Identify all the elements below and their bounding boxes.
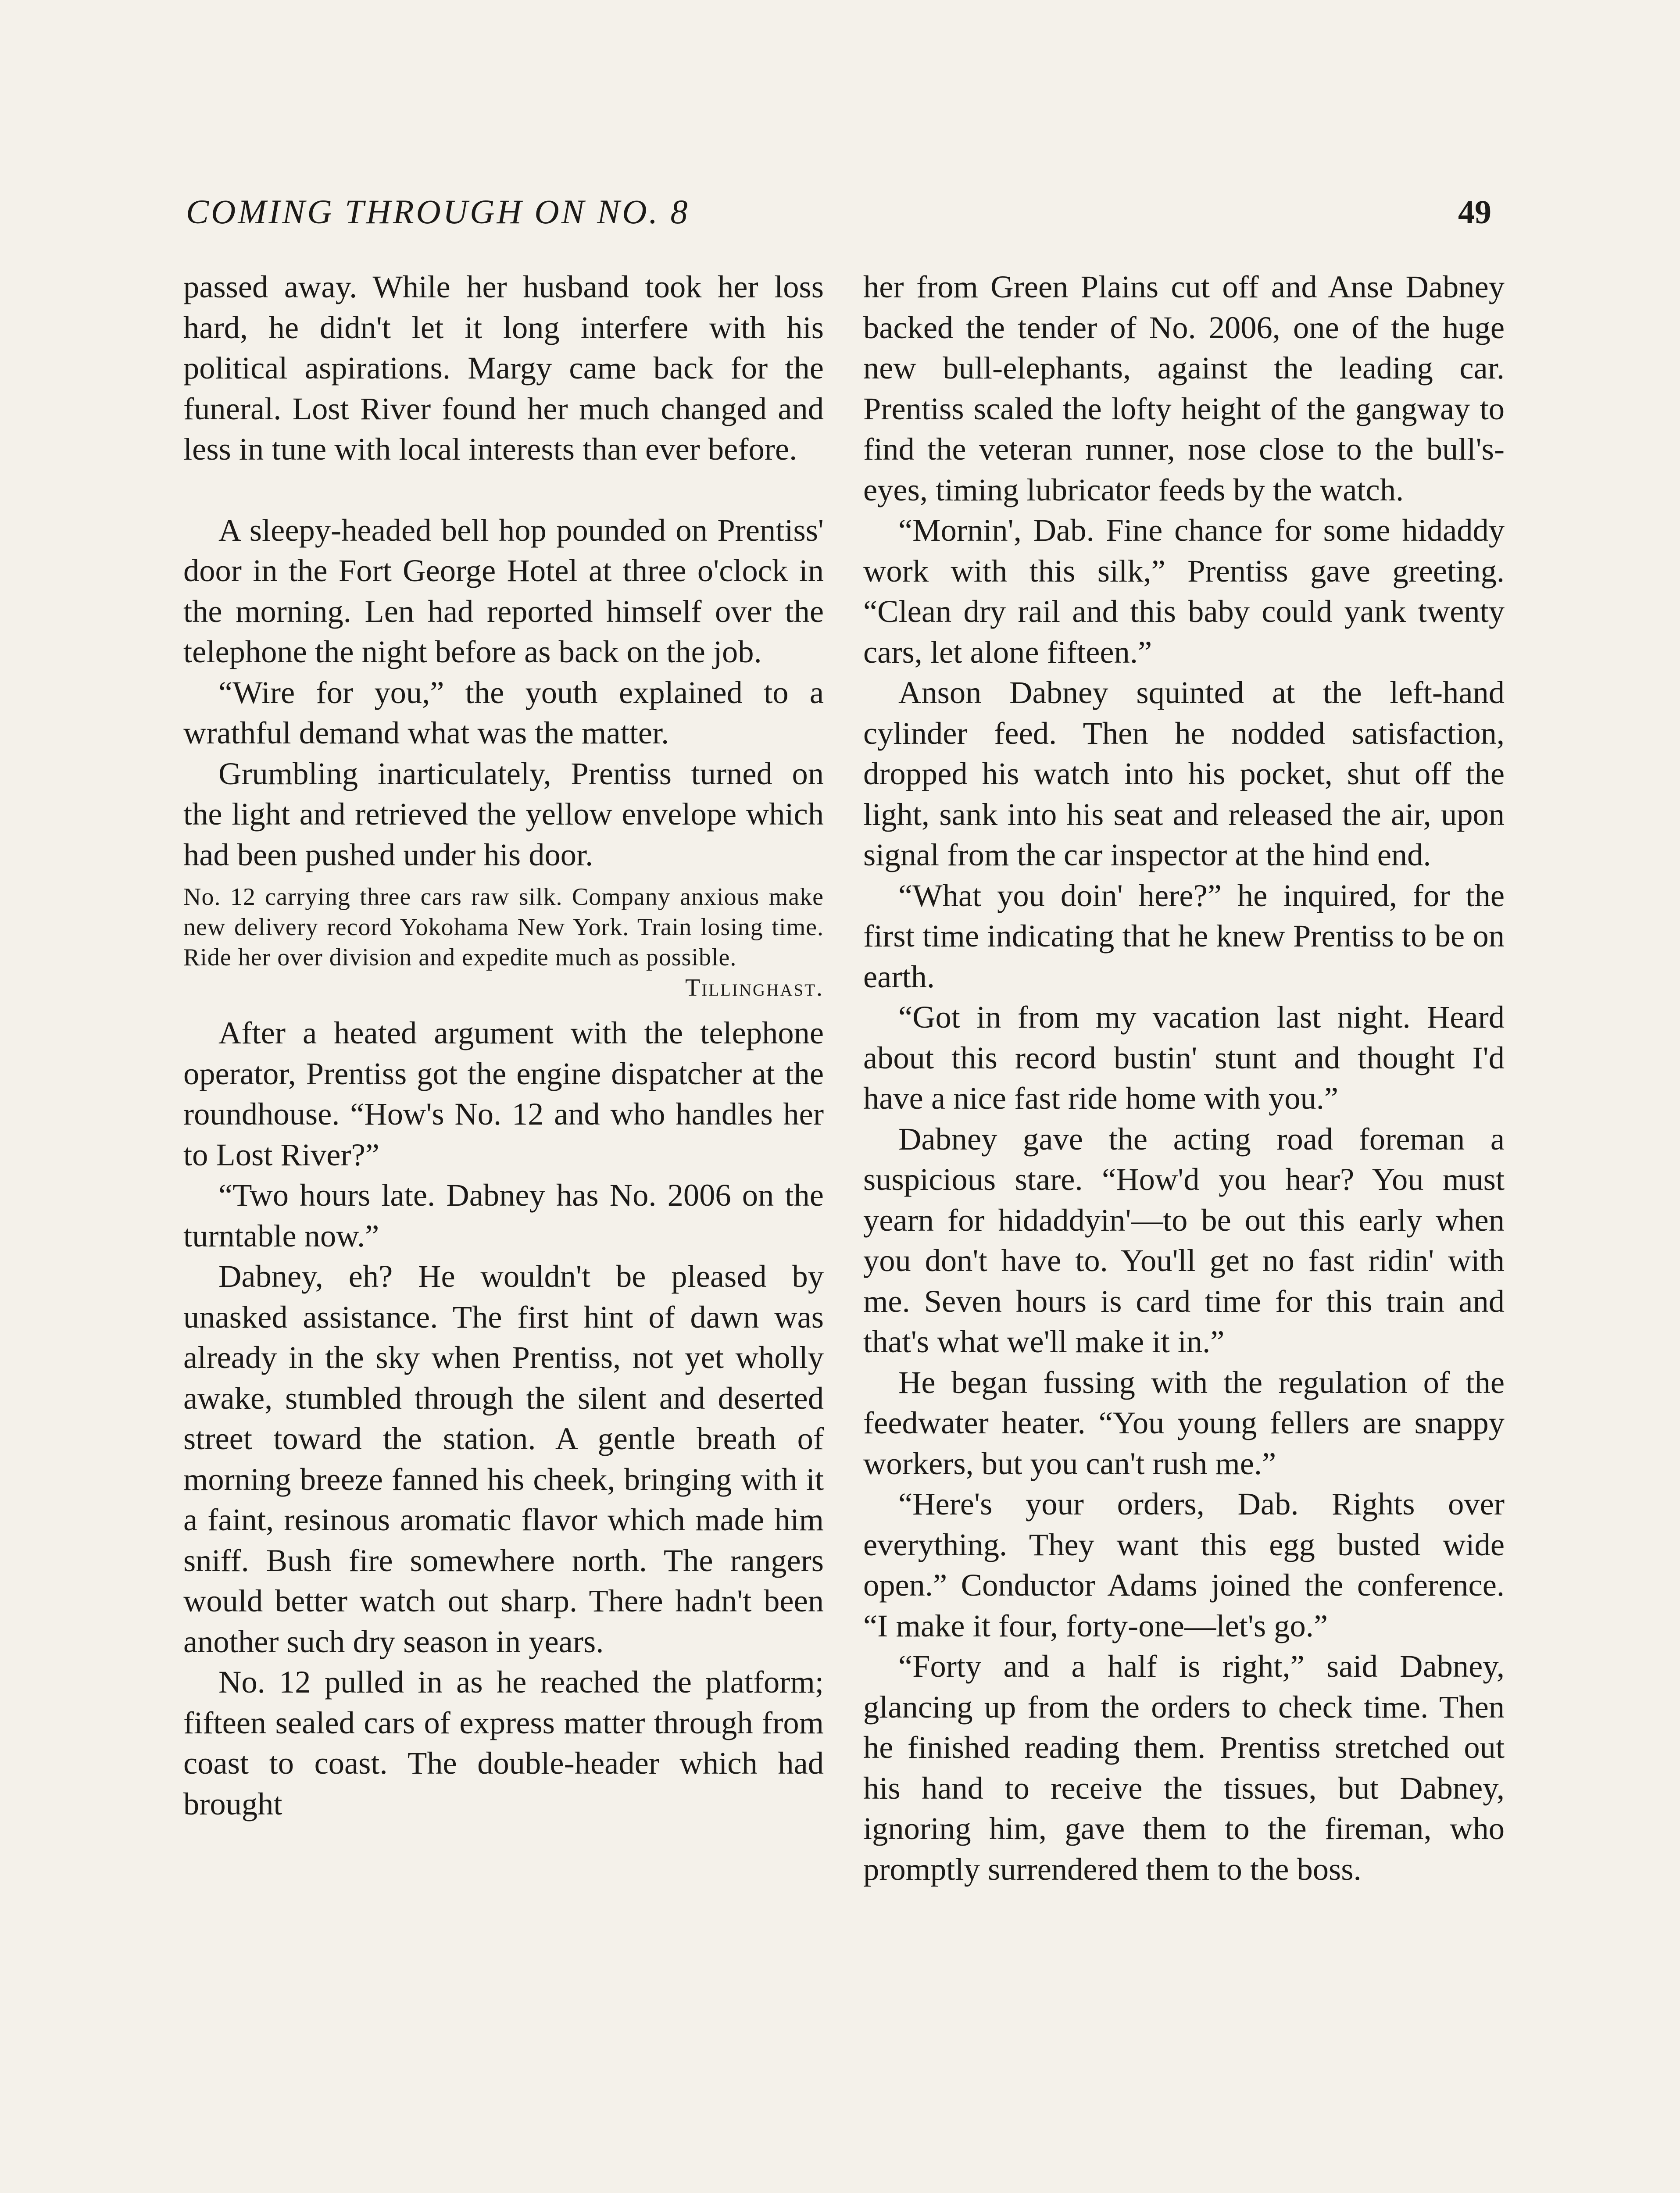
telegram-text: No. 12 carrying three cars raw silk. Company anxious make new delivery record Yokohama New York. Train losing time. Ride her over division and expedite much as possible. bbox=[183, 883, 824, 971]
paragraph: her from Green Plains cut off and Anse Dabney backed the tender of No. 2006, one of the huge new bull-elephants, against the leading car. Prentiss scaled the lofty height of the gangway to find the veteran runner, nose close to the bull's-eyes, timing lubricator feeds by the watch. bbox=[863, 269, 1505, 507]
paragraph: Dabney, eh? He wouldn't be pleased by unasked assistance. The first hint of dawn was already in the sky when Prentiss, not yet wholly awake, stumbled through the silent and deserted street toward the station. A gentle breath of morning breeze fanned his cheek, bringing with it a faint, resinous aromatic flavor which made him sniff. Bush fire somewhere north. The rangers would better watch out sharp. There hadn't been another such dry season in years. bbox=[183, 1258, 824, 1659]
paragraph: “Mornin', Dab. Fine chance for some hidaddy work with this silk,” Prentiss gave greeting. “Clean dry rail and this baby could yank twenty cars, let alone fifteen.” bbox=[863, 512, 1505, 670]
paragraph: He began fussing with the regulation of the feedwater heater. “You young fellers are snappy workers, but you can't rush me.” bbox=[863, 1364, 1505, 1481]
paragraph: “Wire for you,” the youth explained to a wrathful demand what was the matter. bbox=[183, 674, 824, 750]
paragraph: “Here's your orders, Dab. Rights over everything. They want this egg busted wide open.” Conductor Adams joined the conference. “I make it four, forty-one—let's go.” bbox=[863, 1486, 1505, 1643]
paragraph: No. 12 pulled in as he reached the platform; fifteen sealed cars of express matter through from coast to coast. The double-header which had brought bbox=[183, 1664, 824, 1822]
paragraph: After a heated argument with the telephone operator, Prentiss got the engine dispatcher at the roundhouse. “How's No. 12 and who handles her to Lost River?” bbox=[183, 1015, 824, 1172]
page-number: 49 bbox=[1458, 194, 1491, 231]
paragraph: “What you doin' here?” he inquired, for the first time indicating that he knew Prentiss to be on earth. bbox=[863, 877, 1505, 994]
paragraph: Anson Dabney squinted at the left-hand cylinder feed. Then he nodded satisfaction, dropped his watch into his pocket, shut off the light, sank into his seat and released the air, upon signal from the car inspector at the hind end. bbox=[863, 675, 1505, 872]
paragraph: “Two hours late. Dabney has No. 2006 on the turntable now.” bbox=[183, 1177, 824, 1254]
paragraph: A sleepy-headed bell hop pounded on Prentiss' door in the Fort George Hotel at three o'clock in the morning. Len had reported himself over the telephone the night before as back on the job. bbox=[183, 512, 824, 669]
running-head bbox=[186, 192, 1491, 232]
paragraph: Grumbling inarticulately, Prentiss turned on the light and retrieved the yellow envelope which had been pushed under his door. bbox=[183, 755, 824, 872]
paragraph: “Forty and a half is right,” said Dabney, glancing up from the orders to check time. Then he finished reading them. Prentiss stretched out his hand to receive the tissues, but Dabney, ignoring him, gave them to the fireman, who promptly surrendered them to the boss. bbox=[863, 1648, 1505, 1887]
telegram-signature: Tillinghast. bbox=[685, 974, 824, 1001]
paragraph: Dabney gave the acting road foreman a suspicious stare. “How'd you hear? You must yearn for hidaddyin'—to be out this early when you don't have to. You'll get no fast ridin' with me. Seven hours is card time for this train and that's what we'll make it in.” bbox=[863, 1121, 1505, 1359]
left-column bbox=[183, 267, 824, 1824]
running-head-title: COMING THROUGH ON NO. 8 bbox=[186, 193, 690, 231]
paragraph: “Got in from my vacation last night. Heard about this record bustin' stunt and thought I'd have a nice fast ride home with you.” bbox=[863, 999, 1505, 1116]
telegram-message bbox=[183, 882, 824, 1003]
right-column bbox=[863, 267, 1505, 1889]
paragraph: passed away. While her husband took her loss hard, he didn't let it long interfere with his political aspirations. Margy came back for the funeral. Lost River found her much changed and less in tune with local interests than ever before. bbox=[183, 269, 824, 467]
